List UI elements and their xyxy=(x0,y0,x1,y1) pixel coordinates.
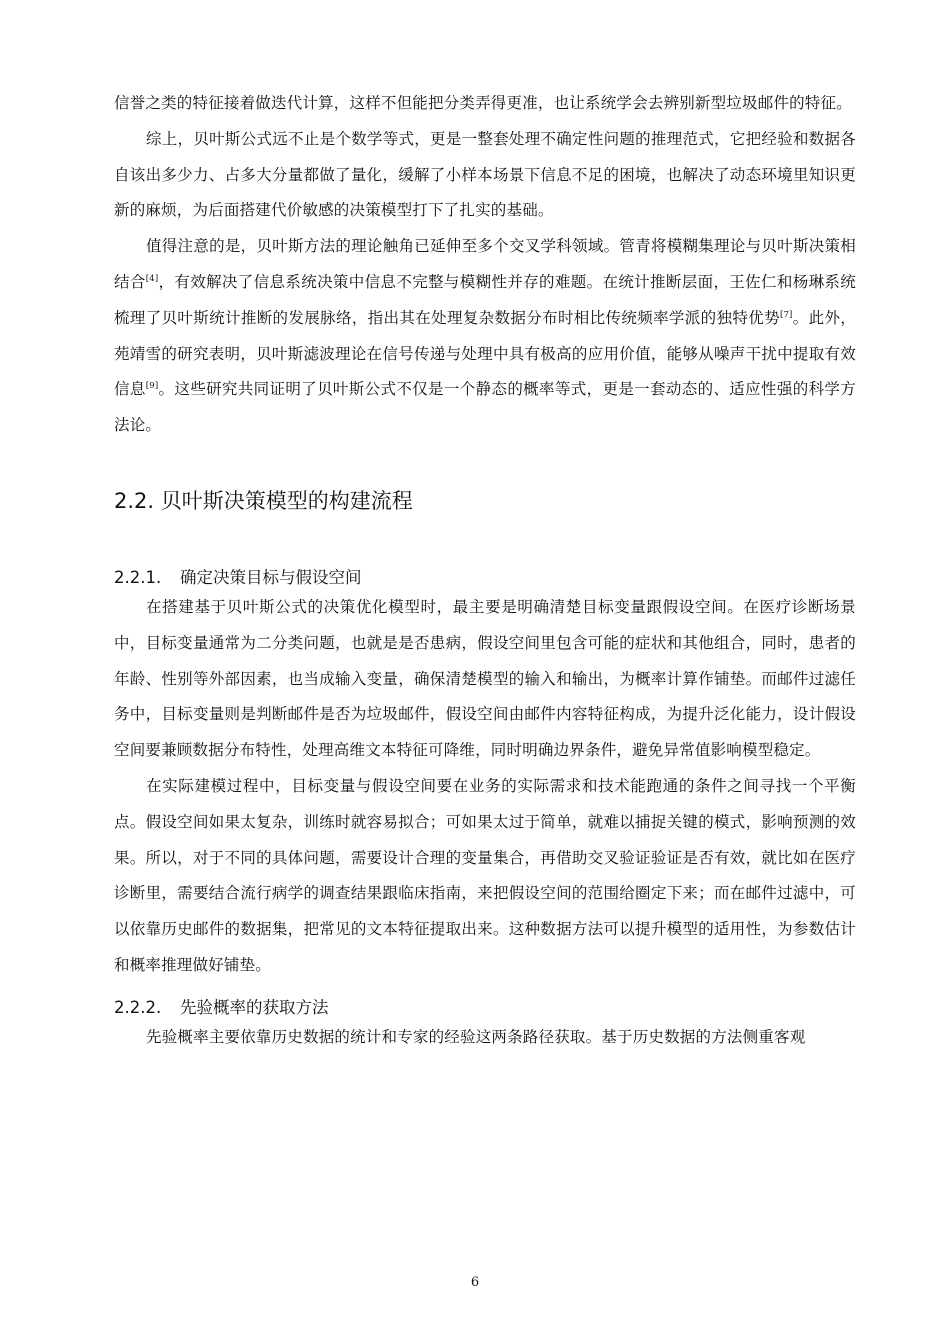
paragraph-6: 先验概率主要依靠历史数据的统计和专家的经验这两条路径获取。基于历史数据的方法侧重客观 xyxy=(146,1027,806,1046)
paragraph-1: 信誉之类的特征接着做迭代计算，这样不但能把分类弄得更准，也让系统学会去辨别新型垃圾邮件的特征。 xyxy=(114,94,852,112)
page-number: 6 xyxy=(470,1275,480,1290)
subsection-title: 确定决策目标与假设空间 xyxy=(180,567,362,587)
paragraph-5: 在实际建模过程中，目标变量与假设空间要在业务的实际需求和技术能跑通的条件之间寻找一个平衡点。假设空间如果太复杂，训练时就容易拟合；可如果太过于简单，就难以捕捉关键的模式，影响预测的效果。所以，对于不同的具体问题，需要设计合理的变量集合，再借助交叉验证验证是否有效，就比如在医疗诊断里，需要结合流行病学的调查结果跟临床指南，来把假设空间的范围给圈定下来；而在邮件过滤中，可以依靠历史邮件的数据集，把常见的文本特征提取出来。这种数据方法可以提升模型的适用性，为参数估计和概率推理做好铺垫。 xyxy=(114,776,856,974)
subsection-number: 2.2.1. xyxy=(114,567,162,587)
subsection-number: 2.2.2. xyxy=(114,997,162,1017)
paragraph-3-text-4: 。这些研究共同证明了贝叶斯公式不仅是一个静态的概率等式，更是一套动态的、适应性强的科学方法论。 xyxy=(114,380,856,435)
subsection-heading-2-2-1 xyxy=(114,566,856,590)
subsection-heading-2-2-2 xyxy=(114,996,856,1020)
page-content xyxy=(114,86,856,1056)
paragraph-3-text-1: 值得注意的是，贝叶斯方法的理论触角已延伸至多个交叉学科领域。管青将模糊集理论与贝叶斯决策相结合 xyxy=(114,237,856,291)
citation-4: [4] xyxy=(145,273,159,284)
paragraph-3-text-2: ，有效解决了信息系统决策中信息不完整与模糊性并存的难题。在统计推断层面，王佐仁和杨琳系统梳理了贝叶斯统计推断的发展脉络，指出其在处理复杂数据分布时相比传统频率学派的独特优势 xyxy=(114,272,856,327)
paragraph-2: 综上，贝叶斯公式远不止是个数学等式，更是一整套处理不确定性问题的推理范式，它把经验和数据各自该出多少力、占多大分量都做了量化，缓解了小样本场景下信息不足的困境，也解决了动态环境里知识更新的麻烦，为后面搭建代价敏感的决策模型打下了扎实的基础。 xyxy=(114,129,856,220)
paragraph-3-text-3: 。此外，苑靖雪的研究表明，贝叶斯滤波理论在信号传递与处理中具有极高的应用价值，能够从噪声干扰中提取有效信息 xyxy=(114,308,856,399)
paragraph-4: 在搭建基于贝叶斯公式的决策优化模型时，最主要是明确清楚目标变量跟假设空间。在医疗诊断场景中，目标变量通常为二分类问题，也就是是否患病，假设空间里包含可能的症状和其他组合，同时，患者的年龄、性别等外部因素，也当成输入变量，确保清楚模型的输入和输出，为概率计算作铺垫。而邮件过滤任务中，目标变量则是判断邮件是否为垃圾邮件，假设空间由邮件内容特征构成，为提升泛化能力，设计假设空间要兼顾数据分布特性，处理高维文本特征可降维，同时明确边界条件，避免异常值影响模型稳定。 xyxy=(114,597,856,760)
citation-9: [9] xyxy=(145,381,159,392)
section-heading-2-2: 2.2. 贝叶斯决策模型的构建流程 xyxy=(114,488,413,513)
paragraph-3 xyxy=(114,229,856,444)
citation-7: [7] xyxy=(779,309,793,320)
subsection-title: 先验概率的获取方法 xyxy=(180,997,329,1017)
